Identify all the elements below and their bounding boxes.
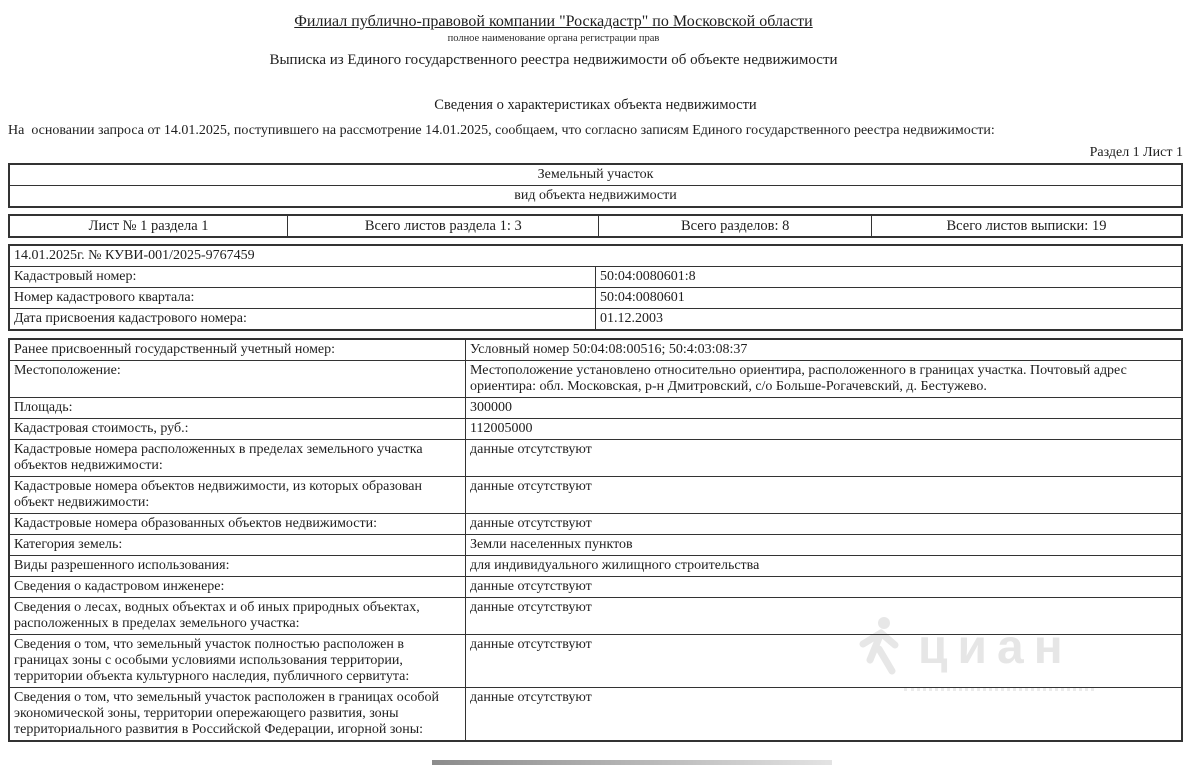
- row-value: данные отсутствуют: [466, 635, 1182, 688]
- request-number-cell: 14.01.2025г. № КУВИ-001/2025-9767459: [9, 245, 1182, 267]
- table-row: [9, 440, 1182, 477]
- table-row: [9, 186, 1182, 208]
- row-value: Условный номер 50:04:08:00516; 50:4:03:08:37: [466, 339, 1182, 361]
- row-value: 112005000: [466, 419, 1182, 440]
- table-row: [9, 598, 1182, 635]
- row-label: Местоположение:: [9, 361, 466, 398]
- row-label: Кадастровая стоимость, руб.:: [9, 419, 466, 440]
- sheets-in-section-cell: Всего листов раздела 1: 3: [288, 215, 599, 237]
- table-row: [9, 556, 1182, 577]
- row-value: для индивидуального жилищного строительства: [466, 556, 1182, 577]
- row-label: Дата присвоения кадастрового номера:: [9, 309, 596, 331]
- row-value: Земли населенных пунктов: [466, 535, 1182, 556]
- row-value: данные отсутствуют: [466, 514, 1182, 535]
- table-row: [9, 267, 1182, 288]
- row-label: Сведения о том, что земельный участок полностью расположен в границах зоны с особыми условиями использования территории, территории объекта культурного наследия, публичного сервитута:: [9, 635, 466, 688]
- table-row: [9, 164, 1182, 186]
- row-label: Категория земель:: [9, 535, 466, 556]
- registration-authority-name: Филиал публично-правовой компании "Роскадастр" по Московской области: [294, 13, 813, 30]
- table-row: [9, 514, 1182, 535]
- row-value: 50:04:0080601: [596, 288, 1183, 309]
- cian-brand-text: циан: [918, 620, 1073, 674]
- table-row: [9, 245, 1182, 267]
- table-row: [9, 215, 1182, 237]
- request-intro-paragraph: На основании запроса от 14.01.2025, поступившего на рассмотрение 14.01.2025, сообщаем, что согласно записям Единого государственного реестра недвижимости:: [8, 123, 995, 138]
- row-label: Кадастровый номер:: [9, 267, 596, 288]
- total-sheets-cell: Всего листов выписки: 19: [871, 215, 1182, 237]
- row-label: Сведения о том, что земельный участок расположен в границах особой экономической зоны, территории опережающего развития, зоны территориального развития в Российской Федерации, игорной зоны:: [9, 688, 466, 742]
- section-title: Сведения о характеристиках объекта недвижимости: [434, 97, 757, 113]
- table-row: [9, 635, 1182, 688]
- row-label: Сведения о кадастровом инженере:: [9, 577, 466, 598]
- row-value: данные отсутствуют: [466, 477, 1182, 514]
- table-row: [9, 419, 1182, 440]
- section-sheet-marker: Раздел 1 Лист 1: [1089, 145, 1183, 160]
- row-value: данные отсутствуют: [466, 598, 1182, 635]
- table-row: [9, 577, 1182, 598]
- row-label: Кадастровые номера образованных объектов недвижимости:: [9, 514, 466, 535]
- table-row: [9, 361, 1182, 398]
- row-label: Кадастровые номера объектов недвижимости, из которых образован объект недвижимости:: [9, 477, 466, 514]
- table-row: [9, 339, 1182, 361]
- row-value: данные отсутствуют: [466, 440, 1182, 477]
- table-row: [9, 288, 1182, 309]
- row-value: 01.12.2003: [596, 309, 1183, 331]
- registration-authority-caption: полное наименование органа регистрации прав: [447, 33, 660, 44]
- sheet-counters-table: [8, 214, 1183, 238]
- row-label: Виды разрешенного использования:: [9, 556, 466, 577]
- table-row: [9, 309, 1182, 331]
- table-row: [9, 688, 1182, 742]
- scan-artifact-bar: [432, 760, 832, 765]
- document-header: [8, 12, 1099, 69]
- row-value: данные отсутствуют: [466, 688, 1182, 742]
- row-label: Номер кадастрового квартала:: [9, 288, 596, 309]
- object-details-table: [8, 338, 1183, 742]
- row-label: Площадь:: [9, 398, 466, 419]
- document-title: Выписка из Единого государственного реестра недвижимости об объекте недвижимости: [269, 52, 838, 68]
- cadastral-table: [8, 244, 1183, 331]
- object-kind-value: Земельный участок: [9, 164, 1182, 186]
- row-value: данные отсутствуют: [466, 577, 1182, 598]
- row-label: Сведения о лесах, водных объектах и об иных природных объектах, расположенных в пределах земельного участка:: [9, 598, 466, 635]
- total-sections-cell: Всего разделов: 8: [599, 215, 872, 237]
- row-value: 50:04:0080601:8: [596, 267, 1183, 288]
- table-row: [9, 535, 1182, 556]
- cian-tagline-dots: [904, 688, 1094, 691]
- row-value: 300000: [466, 398, 1182, 419]
- row-label: Кадастровые номера расположенных в пределах земельного участка объектов недвижимости:: [9, 440, 466, 477]
- table-row: [9, 477, 1182, 514]
- row-label: Ранее присвоенный государственный учетный номер:: [9, 339, 466, 361]
- table-row: [9, 398, 1182, 419]
- sheet-number-cell: Лист № 1 раздела 1: [9, 215, 288, 237]
- object-kind-caption: вид объекта недвижимости: [9, 186, 1182, 208]
- row-value: Местоположение установлено относительно ориентира, расположенного в границах участка. Почтовый адрес ориентира: обл. Московская, р-н Дмитровский, с/о Больше-Рогачевский, д. Бестужево.: [466, 361, 1182, 398]
- object-kind-table: [8, 163, 1183, 208]
